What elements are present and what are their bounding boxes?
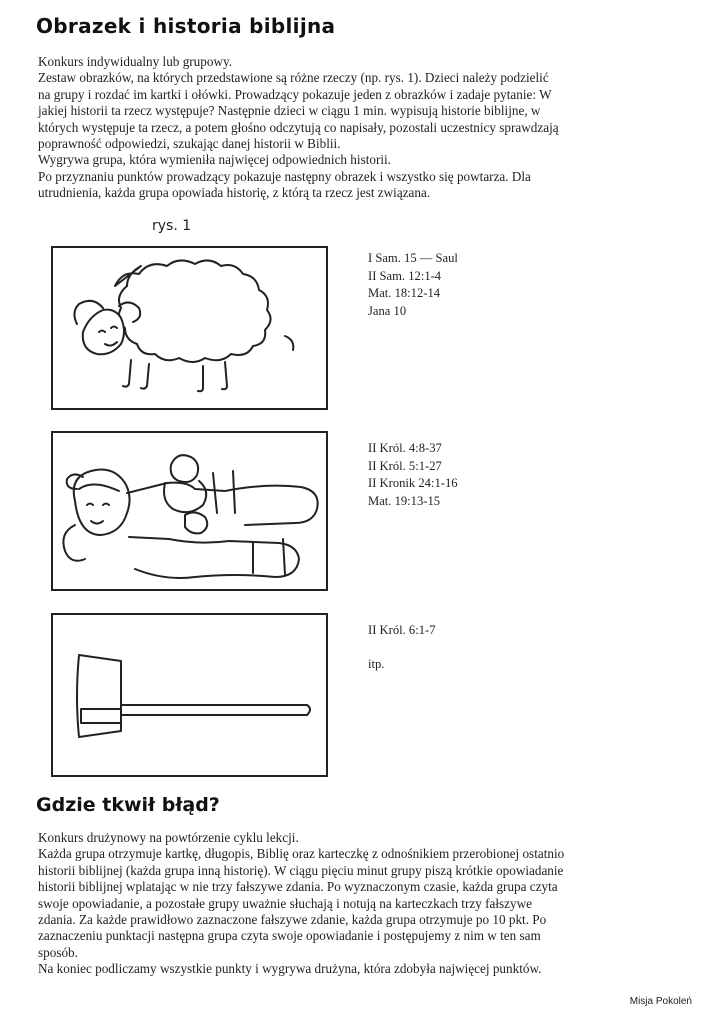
text-line: historii biblijnej (każda grupa inną historię). W ciągu pięciu minut grupy piszą krótkie opowiadanie (38, 862, 564, 878)
bible-reference: II Sam. 12:1-4 (368, 268, 442, 283)
section1-body (38, 54, 698, 202)
axe-picture (51, 613, 328, 777)
bible-reference: Mat. 18:12-14 (368, 286, 441, 300)
text-line: Na koniec podliczamy wszystkie punkty i wygrywa drużyna, która zdobyła najwięcej punktów. (38, 961, 542, 977)
bible-reference: II Król. 5:1-27 (368, 458, 442, 473)
footer-credit: Misja Pokoleń (629, 996, 692, 1007)
section-title-obrazek: Obrazek i historia biblijna (36, 14, 336, 38)
bible-reference: Mat. 19:13-15 (368, 493, 441, 508)
sheep-picture (51, 246, 328, 410)
child-picture (51, 431, 328, 591)
bible-reference: I Sam. 15 — Saul (368, 251, 458, 265)
text-line: których występuje ta rzecz, a potem głośno odczytują co napisały, pozostali uczestnicy sprawdzają (38, 119, 559, 135)
bible-reference: itp. (368, 656, 385, 671)
axe-icon (53, 615, 326, 775)
axe-references (368, 622, 436, 673)
sheep-references (368, 250, 458, 320)
figure-label: rys. 1 (152, 218, 192, 234)
bible-reference: II Król. 6:1-7 (368, 623, 436, 637)
text-line: Konkurs drużynowy na powtórzenie cyklu lekcji. (38, 830, 299, 845)
text-line: Wygrywa grupa, która wymieniła najwięcej odpowiednich historii. (38, 152, 391, 168)
bible-reference: II Król. 4:8-37 (368, 441, 442, 455)
child-icon (53, 433, 326, 589)
text-line: na grupy i rozdać im kartki i ołówki. Prowadzący pokazuje jeden z obrazków i zadaje pytanie: W (38, 86, 552, 102)
text-line: Konkurs indywidualny lub grupowy. (38, 54, 233, 69)
text-line: swoje opowiadanie, a pozostałe grupy uważnie słuchają i notują na karteczkach trzy fałszywe (38, 895, 532, 911)
bible-reference: II Kronik 24:1-16 (368, 476, 458, 490)
text-line: Każda grupa otrzymuje kartkę, długopis, Biblię oraz karteczkę z odnośnikiem przerobionej ostatnio (38, 846, 565, 862)
bible-reference: Jana 10 (368, 303, 407, 318)
text-line: zaznaczeniu punktacji następna grupa czyta swoje opowiadanie i postępujemy z nim w ten sam (38, 928, 541, 944)
text-line: Zestaw obrazków, na których przedstawione są różne rzeczy (np. rys. 1). Dzieci należy podzielić (38, 70, 549, 86)
section2-body (38, 830, 703, 978)
text-line: historii biblijnej wplatając w nie trzy fałszywe zdania. Po wyznaczonym czasie, każda grupa czyta (38, 879, 558, 895)
text-line: utrudnienia, każda grupa opowiada historię, z którą ta rzecz jest związana. (38, 185, 431, 201)
text-line: sposób. (38, 944, 78, 960)
text-line: zdania. Za każde prawidłowo zaznaczone fałszywe zdanie, każda grupa otrzymuje po 10 pkt. Po (38, 912, 547, 928)
section-title-gdzie: Gdzie tkwił błąd? (36, 794, 220, 816)
text-line: Po przyznaniu punktów prowadzący pokazuje następny obrazek i wszystko się powtarza. Dla (38, 168, 531, 184)
child-references (368, 440, 458, 510)
text-line: poprawność odpowiedzi, szukając danej historii w Biblii. (38, 136, 341, 152)
sheep-icon (53, 248, 326, 408)
text-line: jakiej historii ta rzecz występuje? Następnie dzieci w ciągu 1 min. wypisują historie biblijne, w (38, 103, 541, 119)
